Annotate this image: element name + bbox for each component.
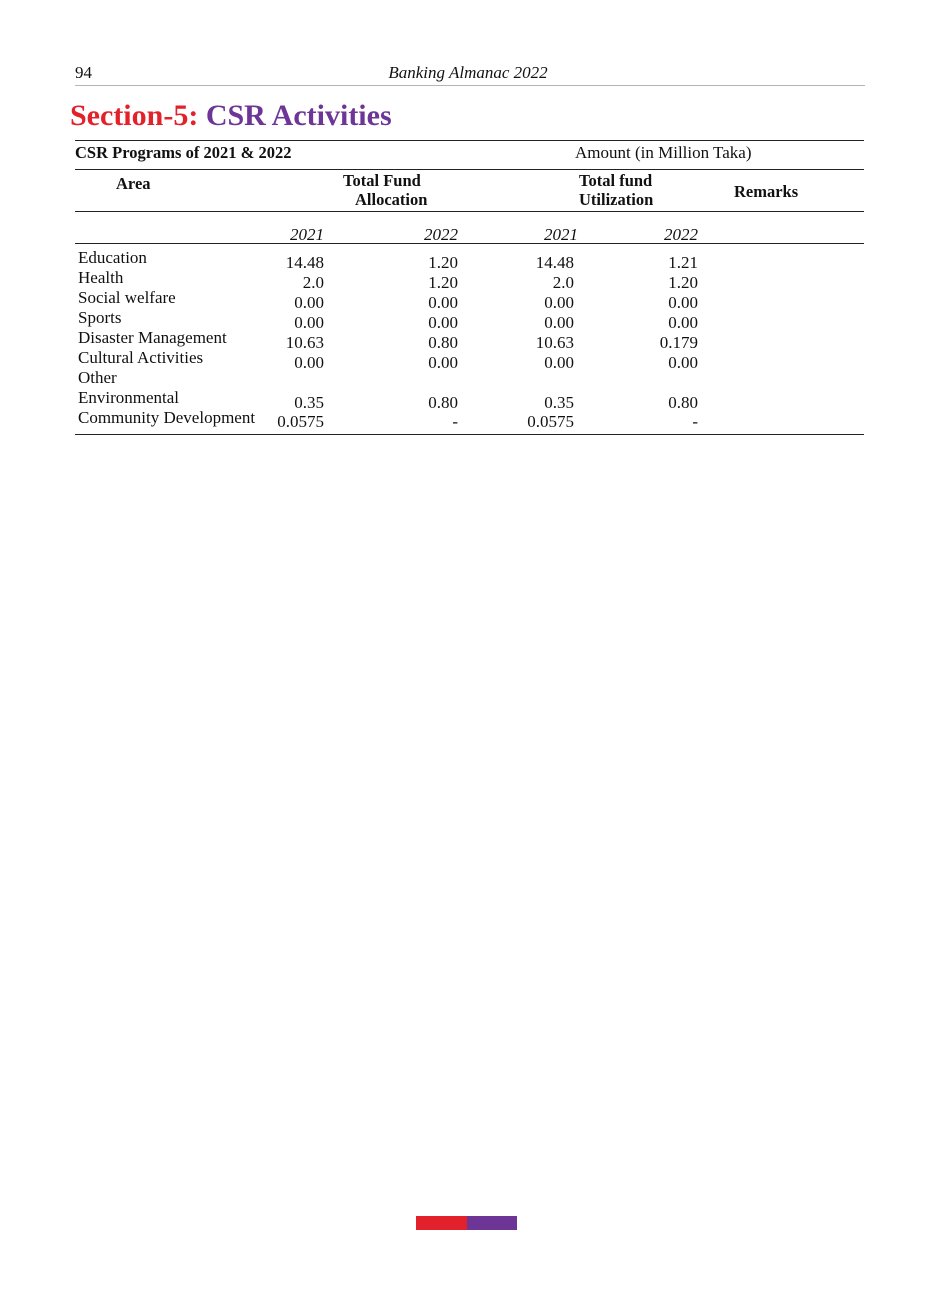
table-caption: CSR Programs of 2021 & 2022 — [75, 143, 292, 162]
caption-rule — [75, 169, 864, 170]
cell-util-2021: 2.0 — [552, 273, 574, 292]
cell-util-2021: 0.00 — [544, 353, 574, 372]
year-util-2021: 2021 — [544, 225, 578, 244]
cell-util-2021: 0.00 — [544, 313, 574, 332]
col-header-allocation-line1: Total Fund — [343, 171, 421, 190]
cell-util-2022: 0.00 — [668, 353, 698, 372]
row-area-disaster-management: Disaster Management — [78, 328, 227, 347]
col-header-area: Area — [116, 174, 151, 193]
row-area-community-development: Community Development — [78, 408, 256, 427]
footer-bar-purple — [467, 1216, 517, 1230]
header-bottom-rule — [75, 211, 864, 212]
cell-util-2022: 1.20 — [668, 273, 698, 292]
cell-util-2022: 1.21 — [668, 253, 698, 272]
cell-alloc-2021: 0.00 — [294, 353, 324, 372]
cell-alloc-2022: 0.00 — [428, 313, 458, 332]
cell-util-2021: 0.00 — [544, 293, 574, 312]
row-area-sports: Sports — [78, 308, 122, 327]
cell-util-2021: 14.48 — [535, 253, 574, 272]
footer-bar-red — [416, 1216, 467, 1230]
row-area-health: Health — [78, 268, 124, 287]
row-area-environmental: Environmental — [78, 388, 180, 407]
table-bottom-rule — [75, 434, 864, 435]
section-heading — [70, 99, 392, 133]
running-title: Banking Almanac 2022 — [388, 63, 548, 82]
cell-alloc-2021: 2.0 — [302, 273, 324, 292]
cell-alloc-2022: 1.20 — [428, 253, 458, 272]
cell-util-2021: 10.63 — [535, 333, 574, 352]
cell-alloc-2022: 1.20 — [428, 273, 458, 292]
section-title: CSR Activities — [205, 99, 392, 132]
cell-util-2022: 0.179 — [659, 333, 698, 352]
cell-util-2021: 0.0575 — [527, 412, 574, 431]
section-prefix: Section-5: — [70, 99, 199, 132]
col-header-utilization-line2: Utilization — [579, 190, 654, 209]
page-number: 94 — [75, 63, 92, 82]
cell-alloc-2021: 0.35 — [294, 393, 324, 412]
row-area-social-welfare: Social welfare — [78, 288, 176, 307]
cell-alloc-2021: 0.00 — [294, 293, 324, 312]
year-rule — [75, 243, 864, 244]
year-util-2022: 2022 — [664, 225, 698, 244]
row-area-cultural-activities: Cultural Activities — [78, 348, 204, 367]
cell-util-2022: 0.00 — [668, 293, 698, 312]
cell-util-2022: 0.00 — [668, 313, 698, 332]
row-area-education: Education — [78, 248, 147, 267]
cell-util-2022: 0.80 — [668, 393, 698, 412]
year-alloc-2022: 2022 — [424, 225, 458, 244]
cell-alloc-2021: 10.63 — [285, 333, 324, 352]
col-header-remarks: Remarks — [734, 182, 799, 201]
cell-alloc-2021: 14.48 — [285, 253, 324, 272]
cell-alloc-2022: 0.00 — [428, 293, 458, 312]
cell-util-2022: - — [692, 412, 698, 431]
cell-alloc-2021: 0.00 — [294, 313, 324, 332]
cell-alloc-2022: 0.80 — [428, 333, 458, 352]
cell-util-2021: 0.35 — [544, 393, 574, 412]
col-header-utilization-line1: Total fund — [579, 171, 653, 190]
table-top-rule — [75, 140, 864, 141]
col-header-allocation-line2: Allocation — [355, 190, 428, 209]
cell-alloc-2022: 0.00 — [428, 353, 458, 372]
cell-alloc-2021: 0.0575 — [277, 412, 324, 431]
table-unit: Amount (in Million Taka) — [575, 143, 752, 162]
row-area-other: Other — [78, 368, 117, 387]
header-rule — [75, 85, 865, 86]
cell-alloc-2022: 0.80 — [428, 393, 458, 412]
year-alloc-2021: 2021 — [290, 225, 324, 244]
cell-alloc-2022: - — [452, 412, 458, 431]
